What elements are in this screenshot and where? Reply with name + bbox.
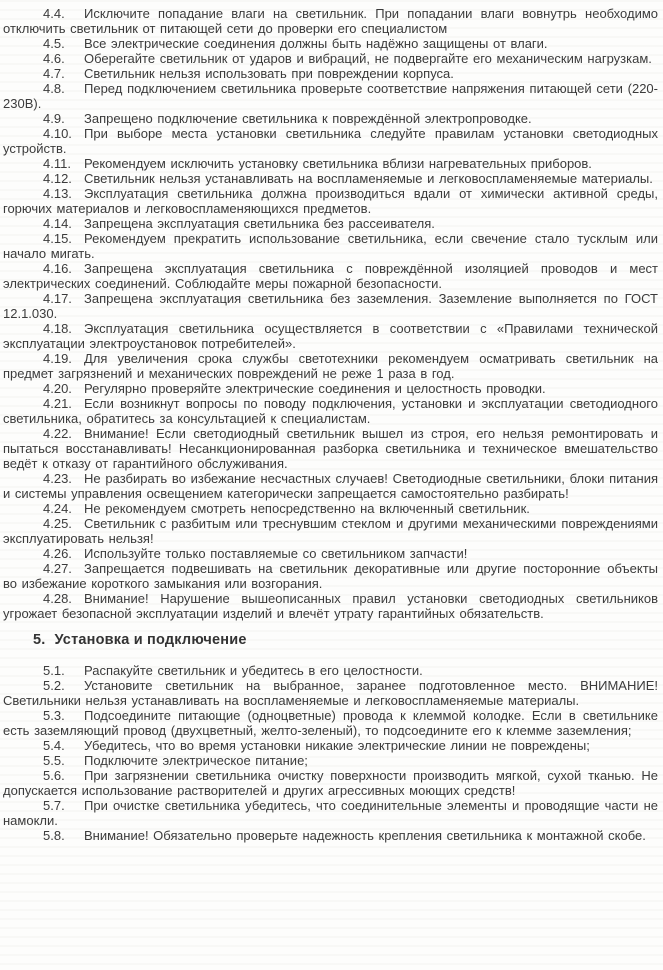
item-text: Внимание! Обязательно проверьте надежность крепления светильника к монтажной скобе. [84, 828, 646, 843]
item-number: 4.15. [43, 231, 72, 246]
item-number: 5.4. [43, 738, 65, 753]
item-number: 4.22. [43, 426, 72, 441]
item-text: Подключите электрическое питание; [84, 753, 308, 768]
item-4-27 [0, 561, 663, 591]
item-number: 4.6. [43, 51, 65, 66]
item-number: 4.13. [43, 186, 72, 201]
item-number: 4.11. [43, 156, 71, 171]
item-number: 4.26. [43, 546, 72, 561]
item-text: Запрещается подвешивать на светильник декоративные или другие посторонние объекты во избежание короткого замыкания или возгорания. [3, 561, 658, 591]
item-text: Светильник нельзя устанавливать на воспламеняемые и легковоспламеняемые материалы. [84, 171, 653, 186]
item-4-19 [0, 351, 663, 381]
item-text: Распакуйте светильник и убедитесь в его целостности. [84, 663, 423, 678]
item-4-28 [0, 591, 663, 621]
item-text: Эксплуатация светильника осуществляется в соответствии с «Правилами технической эксплуатации электроустановок потребителей». [3, 321, 658, 351]
item-5-4 [0, 738, 663, 753]
item-text: Рекомендуем исключить установку светильника вблизи нагревательных приборов. [84, 156, 592, 171]
item-text: Подсоедините питающие (одноцветные) провода к клеммой колодке. Если в светильнике есть заземляющий провод (двухцветный, желто-зеленый), то подсоедините его к клемме заземления; [3, 708, 658, 738]
section-5-heading [33, 631, 663, 649]
item-4-16 [0, 261, 663, 291]
item-text: Запрещена эксплуатация светильника с повреждённой изоляцией проводов и мест электрических соединений. Соблюдайте меры пожарной безопасности. [3, 261, 658, 291]
item-number: 5.2. [43, 678, 65, 693]
item-4-11 [0, 156, 663, 171]
item-text: Исключите попадание влаги на светильник. При попадании влаги вовнутрь необходимо отключить светильник от питающей сети до проверки его специалистом [3, 6, 658, 36]
item-text: При выборе места установки светильника следуйте правилам установки светодиодных устройств. [3, 126, 658, 156]
item-text: Не разбирать во избежание несчастных случаев! Светодиодные светильники, блоки питания и системы управления освещением категорически запрещается самостоятельно разбирать! [3, 471, 658, 501]
item-4-22 [0, 426, 663, 471]
item-number: 4.28. [43, 591, 72, 606]
item-4-4 [0, 6, 663, 36]
item-text: Если возникнут вопросы по поводу подключения, установки и эксплуатации светодиодного светильника, обратитесь за консультацией к специалистам. [3, 396, 658, 426]
item-text: Оберегайте светильник от ударов и вибраций, не подвергайте его механическим нагрузкам. [84, 51, 652, 66]
item-number: 4.12. [43, 171, 72, 186]
item-text: Регулярно проверяйте электрические соединения и целостность проводки. [84, 381, 546, 396]
item-text: Светильник нельзя использовать при повреждении корпуса. [84, 66, 454, 81]
item-4-9 [0, 111, 663, 126]
item-5-1 [0, 663, 663, 678]
item-4-15 [0, 231, 663, 261]
item-text: Светильник с разбитым или треснувшим стеклом и другими механическими повреждениями эксплуатировать нельзя! [3, 516, 658, 546]
item-text: Установите светильник на выбранное, заранее подготовленное место. ВНИМАНИЕ! Светильники нельзя устанавливать на воспламеняемые и легковоспламеняемые материалы. [3, 678, 658, 708]
item-5-8 [0, 828, 663, 843]
section-title: Установка и подключение [54, 632, 247, 648]
item-text: Все электрические соединения должны быть надёжно защищены от влаги. [84, 36, 548, 51]
item-text: Запрещена эксплуатация светильника без рассеивателя. [84, 216, 435, 231]
item-4-25 [0, 516, 663, 546]
item-4-10 [0, 126, 663, 156]
item-text: Не рекомендуем смотреть непосредственно на включенный светильник. [84, 501, 530, 516]
item-4-8 [0, 81, 663, 111]
item-number: 4.14. [43, 216, 72, 231]
item-number: 4.23. [43, 471, 72, 486]
item-number: 4.7. [43, 66, 65, 81]
item-4-6 [0, 51, 663, 66]
item-5-3 [0, 708, 663, 738]
item-4-5 [0, 36, 663, 51]
item-number: 4.18. [43, 321, 72, 336]
item-number: 4.19. [43, 351, 72, 366]
item-text: При загрязнении светильника очистку поверхности производить мягкой, сухой тканью. Не допускается использование растворителей и других агрессивных моющих средств! [3, 768, 658, 798]
item-5-6 [0, 768, 663, 798]
item-5-5 [0, 753, 663, 768]
item-text: Запрещена эксплуатация светильника без заземления. Заземление выполняется по ГОСТ 12.1.030. [3, 291, 658, 321]
item-number: 5.5. [43, 753, 65, 768]
item-4-17 [0, 291, 663, 321]
item-number: 4.8. [43, 81, 65, 96]
item-4-20 [0, 381, 663, 396]
item-4-12 [0, 171, 663, 186]
section-4-list [0, 6, 663, 621]
item-text: Для увеличения срока службы светотехники рекомендуем осматривать светильник на предмет загрязнений и механических повреждений не реже 1 раза в год. [3, 351, 658, 381]
item-4-24 [0, 501, 663, 516]
item-number: 5.7. [43, 798, 65, 813]
item-number: 5.3. [43, 708, 65, 723]
item-text: При очистке светильника убедитесь, что соединительные элементы и проводящие части не намокли. [3, 798, 658, 828]
item-number: 4.4. [43, 6, 65, 21]
item-text: Убедитесь, что во время установки никакие электрические линии не повреждены; [84, 738, 590, 753]
item-number: 4.5. [43, 36, 65, 51]
item-text: Рекомендуем прекратить использование светильника, если свечение стало тусклым или начало мигать. [3, 231, 658, 261]
item-5-2 [0, 678, 663, 708]
item-text: Внимание! Нарушение вышеописанных правил установки светодиодных светильников угрожает безопасной эксплуатации изделий и влечёт утрату гарантийных обязательств. [3, 591, 658, 621]
item-number: 5.6. [43, 768, 65, 783]
item-4-18 [0, 321, 663, 351]
item-number: 4.27. [43, 561, 72, 576]
item-text: Внимание! Если светодиодный светильник вышел из строя, его нельзя ремонтировать и пытаться восстанавливать! Несанкционированная разборка светильника и техническое вмешательство ведёт к отказу от гарантийного обслуживания. [3, 426, 658, 471]
item-text: Перед подключением светильника проверьте соответствие напряжения питающей сети (220-230В). [3, 81, 658, 111]
item-text: Эксплуатация светильника должна производиться вдали от химически активной среды, горючих материалов и легковоспламеняющихся предметов. [3, 186, 658, 216]
item-number: 4.9. [43, 111, 65, 126]
item-text: Используйте только поставляемые со светильником запчасти! [84, 546, 468, 561]
item-number: 5.8. [43, 828, 65, 843]
item-4-21 [0, 396, 663, 426]
item-number: 4.25. [43, 516, 72, 531]
item-4-13 [0, 186, 663, 216]
item-number: 4.20. [43, 381, 72, 396]
item-number: 4.16. [43, 261, 72, 276]
item-5-7 [0, 798, 663, 828]
item-4-23 [0, 471, 663, 501]
item-4-7 [0, 66, 663, 81]
item-number: 4.17. [43, 291, 72, 306]
item-4-26 [0, 546, 663, 561]
item-number: 5.1. [43, 663, 65, 678]
item-text: Запрещено подключение светильника к повреждённой электропроводке. [84, 111, 532, 126]
section-5-list [0, 663, 663, 843]
item-number: 4.10. [43, 126, 72, 141]
item-number: 4.21. [43, 396, 72, 411]
section-number: 5. [33, 632, 46, 648]
item-number: 4.24. [43, 501, 72, 516]
item-4-14 [0, 216, 663, 231]
